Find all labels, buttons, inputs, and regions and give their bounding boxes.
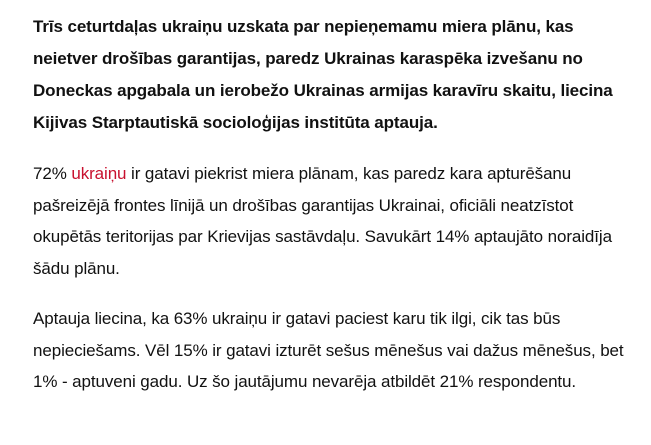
article-paragraph-1 — [33, 158, 637, 284]
article-paragraph-2: Aptauja liecina, ka 63% ukraiņu ir gatavi paciest karu tik ilgi, cik tas būs nepieciešams. Vēl 15% ir gatavi izturēt sešus mēnešus vai dažus mēnešus, bet 1% - aptuveni gadu. Uz šo jautājumu nevarēja atbildēt 21% respondentu. — [33, 309, 624, 391]
paragraph-1-prefix: 72% — [33, 164, 72, 183]
article-lead: Trīs ceturtdaļas ukraiņu uzskata par nepieņemamu miera plānu, kas neietver drošības garantijas, paredz Ukrainas karaspēka izvešanu no Doneckas apgabala un ierobežo Ukrainas armijas karavīru skaitu, liecina Kijivas Starptautiskā socioloģijas institūta aptauja. — [33, 17, 613, 132]
paragraph-1-text: ir gatavi piekrist miera plānam, kas paredz kara apturēšanu pašreizējā frontes līnijā un drošības garantijas Ukrainai, oficiāli neatzīstot okupētās teritorijas par Krievijas sastāvdaļu. Savukārt 14% aptaujāto noraidīja šādu plānu. — [33, 164, 612, 278]
ukrainians-link[interactable]: ukraiņu — [71, 164, 127, 183]
